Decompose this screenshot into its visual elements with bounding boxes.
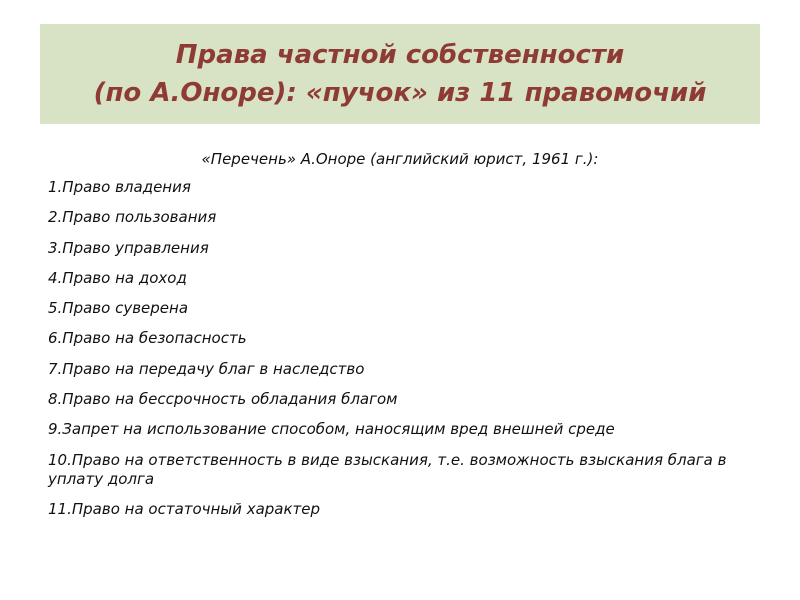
list-item: 11.Право на остаточный характер xyxy=(48,499,321,518)
list-item: 4.Право на доход xyxy=(48,268,187,287)
list-item: 3.Право управления xyxy=(48,238,209,257)
rights-list xyxy=(48,178,748,530)
list-item: 2.Право пользования xyxy=(48,208,217,227)
list-item: 6.Право на безопасность xyxy=(48,329,247,348)
list-item: 1.Право владения xyxy=(48,178,191,196)
list-item: 10.Право на ответственность в виде взыскания, т.е. возможность взыскания блага в уплату долга xyxy=(48,450,727,488)
list-heading: «Перечень» А.Оноре (английский юрист, 1961 г.): xyxy=(201,150,599,168)
slide-title-line-2: (по А.Оноре): «пучок» из 11 правомочий xyxy=(93,78,707,108)
slide-title-line-1: Права частной собственности xyxy=(175,40,625,70)
list-item: 9.Запрет на использование способом, наносящим вред внешней среде xyxy=(48,420,615,439)
list-item: 8.Право на бессрочность обладания благом xyxy=(48,390,398,409)
title-banner xyxy=(40,24,760,124)
list-item: 5.Право суверена xyxy=(48,299,189,318)
list-item: 7.Право на передачу благ в наследство xyxy=(48,359,365,378)
